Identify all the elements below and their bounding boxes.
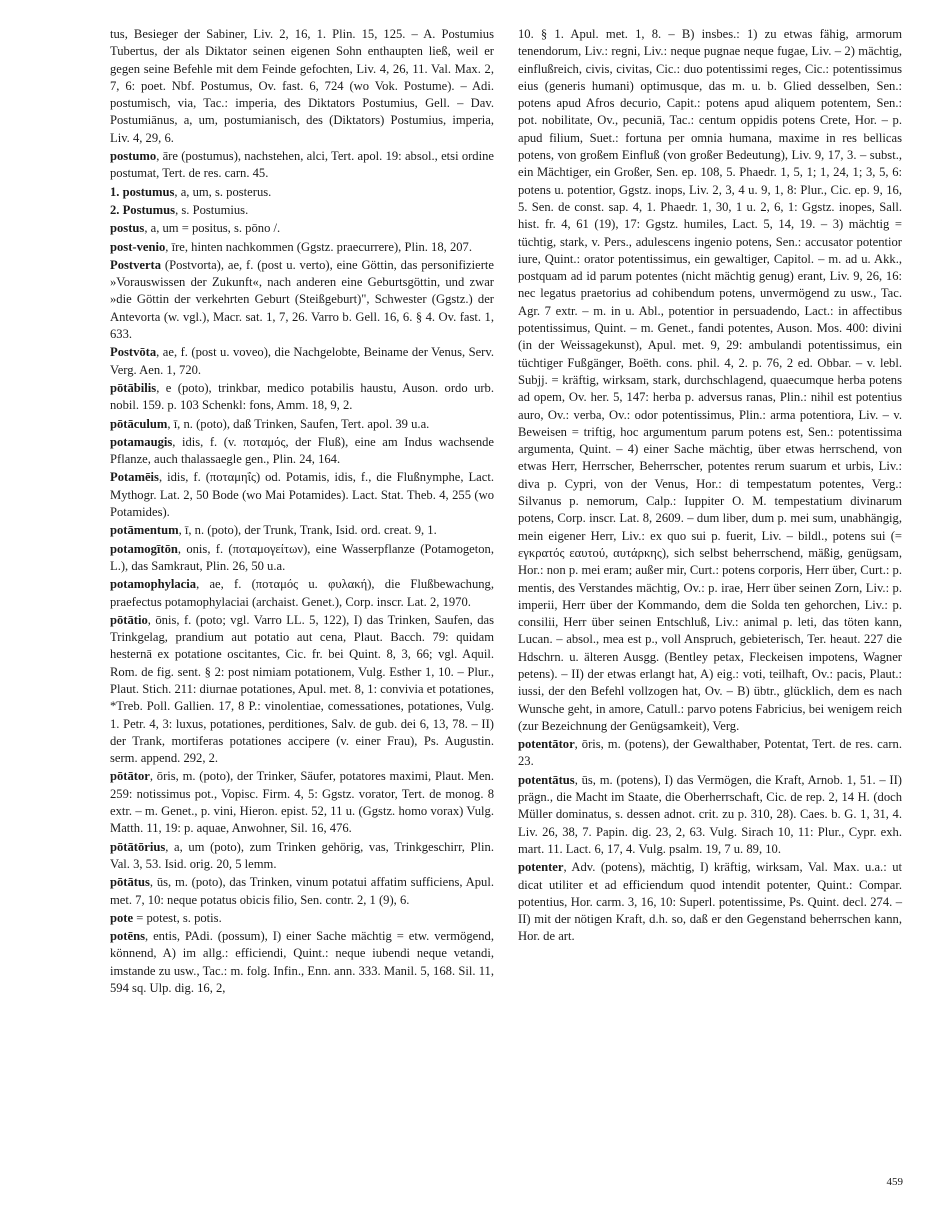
entry-text: , ūs, m. (poto), das Trinken, vinum potatui affatim sufficiens, Apul. met. 7, 10: neque potatus obicis filio, Sen. contr. 2, 1 (9), 6.	[110, 875, 494, 907]
headword: post-venio	[110, 239, 166, 254]
dictionary-entry	[110, 202, 494, 219]
dictionary-entry	[110, 148, 494, 183]
dictionary-entry	[518, 736, 902, 771]
dictionary-entry	[110, 541, 494, 576]
headword: potenter	[518, 860, 564, 875]
headword: pōtātus	[110, 875, 150, 890]
headword: 2. Postumus	[110, 202, 176, 217]
headword: Postvōta	[110, 345, 157, 360]
entry-text: = potest, s. potis.	[133, 910, 222, 925]
entry-text: , onis, f. (ποταμογείτων), eine Wasserpflanze (Potamogeton, L.), das Samkraut, Plin. 26, 50 u.a.	[110, 541, 494, 573]
entry-text: , ūs, m. (potens), I) das Vermögen, die Kraft, Arnob. 1, 51. – II) prägn., die Macht im Staate, die Oberherrschaft, Cic. de rep. 2, 14 H. (doch Müller dominatus, s. dessen adnot. crit. zu p. 310, 28). Caes. b. G. 1, 31, 4. Liv. 26, 38, 7. Papin. dig. 23, 2, 63. Vulg. Sirach 10, 11: Plur., Cypr. exh. mart. 11. Lact. 6, 17, 4. Vulg. psalm. 19, 7 u. 89, 10.	[518, 772, 902, 856]
entry-text: , ae, f. (ποταμός u. φυλακή), die Flußbewachung, praefectus potamophylaciai (archaist. Genet.), Corp. inscr. Lat. 2, 1970.	[110, 577, 494, 609]
entry-text: , a, um (poto), zum Trinken gehörig, vas, Trinkgeschirr, Plin. Val. 3, 53. Isid. orig. 20, 5 lemm.	[110, 839, 494, 871]
headword: Potamēis	[110, 470, 159, 485]
entry-text: , ōnis, f. (poto; vgl. Varro LL. 5, 122), I) das Trinken, Saufen, das Trinkgelag, prandium aut potatio aut cena, Plaut. Bacch. 79: quidam hesternā ex potatione oscitantes, Cic. fr. bei Quint. 8, 3, 66; vgl. Aquil. Rom. de fig. sent. § 2: post nimiam potationem, Vulg. Esther 1, 10. – Plur., Plaut. Stich. 211: diurnae potationes, Apul. met. 8, 1: convivia et potationes, *Treb. Poll. Gallien. 17, 8 P.: vinolentiae, comessationes, potationes, Vulg. 1. Petr. 4, 3: luxus, potationes, perditiones, Salv. de gub. dei 6, 13, 78. – II) der Trank, mortiferas potationes accipere (v. einer Frau), Ps. Augustin. serm. append. 292, 2.	[110, 612, 494, 766]
entry-text: , ōris, m. (poto), der Trinker, Säufer, potatores maximi, Plaut. Men. 259: notissimus pot., Vopisc. Firm. 4, 5: Ggstz. vorator, Tert. de monog. 8 extr. – m. Genet., p. vini, Hieron. epist. 52, 11 u. (Ggstz. homo vorax) Vulg. Matth. 11, 19: p. aquae, Anwohner, Sil. 16, 476.	[110, 769, 494, 836]
entry-text: , idis, f. (v. ποταμός, der Fluß), eine am Indus wachsende Pflanze, auch thalassaegle gen., Plin. 24, 164.	[110, 434, 494, 467]
headword: postus	[110, 221, 145, 236]
dictionary-entry	[110, 768, 494, 837]
right-column	[518, 26, 902, 947]
headword: potamogītōn	[110, 541, 178, 556]
page-number: 459	[886, 1176, 903, 1188]
dictionary-entry	[110, 380, 494, 415]
dictionary-entry	[110, 239, 494, 256]
entry-text: , ī, n. (poto), daß Trinken, Saufen, Tert. apol. 39 u.a.	[167, 416, 430, 431]
dictionary-entry	[110, 416, 494, 433]
entry-text: , entis, PAdi. (possum), I) einer Sache mächtig = etw. vermögend, könnend, A) im allg.: efficiendi, Quint.: neque iubendi neque vetandi, imstande zu usw., Tac.: m. folg. Infin., Enn. ann. 333. Manil. 5, 168. Sil. 11, 594 sq. Ulp. dig. 16, 2,	[110, 929, 494, 996]
entry-text: tus, Besieger der Sabiner, Liv. 2, 16, 1. Plin. 15, 125. – A. Postumius Tubertus, der als Diktator seinen eigenen Sohn enthaupten ließ, weil er gegen seine Befehle mit dem Feinde gefochten, Liv. 4, 26, 11. Val. Max. 2, 7, 6: poet. Nbf. Postumus, Ov. fast. 6, 724 (wo Vok. Postume). – Adi. postumisch, via, Tac.: imperia, des Diktators Postumius, Gell. – Dav. Postumiānus, a, um, postumianisch, des (Diktators) Postumius, imperia, Liv. 4, 29, 6.	[110, 27, 494, 145]
entry-text: , ōris, m. (potens), der Gewalthaber, Potentat, Tert. de res. carn. 23.	[518, 737, 902, 769]
headword: pōtātor	[110, 769, 150, 784]
entry-text: , s. Postumius.	[175, 202, 249, 217]
dictionary-entry	[110, 874, 494, 909]
headword: potēns	[110, 929, 145, 944]
entry-text: , idis, f. (ποταμηΐς) od. Potamis, idis, f., die Flußnymphe, Lact. Mythogr. Lat. 2, 50 Bode (wo Mai Potamides). Lact. Stat. Theb. 4, 255 (wo Potamides).	[110, 470, 494, 520]
dictionary-entry	[110, 26, 494, 147]
headword: Postverta	[110, 257, 162, 272]
left-column	[110, 26, 494, 998]
dictionary-entry	[518, 859, 902, 945]
entry-text: , a, um, s. posterus.	[174, 184, 272, 199]
entry-text: 10. § 1. Apul. met. 1, 8. – B) insbes.: 1) zu etwas fähig, armorum tenendorum, Liv.: regni, Liv.: neque pugnae neque fugae, Liv. – 2) mächtig, einflußreich, civis, civitas, Cic.: duo potentissimi reges, Cic.: potentissimus eius (generis humani) optimusque, das m. u. b. Glied desselben, Sen.: potens apud Afros decurio, Capit.: potens apud aliquem potentem, Sen.: pot. nobilitate, Ov., pecuniā, Tac.: centum oppidis potens Crete, Hor. – p. apud filium, Suet.: fortuna per omnia humana, maxime in res bellicas potens, von großem Einfluß (von großer Bedeutung), Liv. 9, 17, 3. – subst., ein Mächtiger, ein Großer, Sen. ep. 108, 5. Phaedr. 1, 5, 1; 1, 24, 1; 3, 5, 6: potens u. potentior, Ggstz. inops, Liv. 2, 3, 4 u. 9, 1, 8: Plur., Cic. ep. 9, 16, 5. Sen. de const. sap. 4, 1. Phaedr. 1, 30, 1 u. 2, 6, 1: Ggstz. inopes, Sall. hist. fr. 4, 61 (19), 17: Ggstz. humiles, Lact. 5, 14, 19. – 3) mächtig = tüchtig, stark, v. Pers., adulescens ingenio potens, Sen.: accusator potentior iure, Quint.: orator potentissimus, ein gewaltiger, Capitol. – m. ad u. Akk., postquam ad id parum potentes (nicht mächtig genug) erant, Liv. 9, 26, 16: nec legatus praetorius ad cohibendum potens, unvermögend zu usw., Tac. Agr. 7 extr. – m. in u. Abl., potentior in persuadendo, Lact.: in affectibus potentissimus, Quint. – m. Genet., fandi potentes, Auson. Mos. 400: divini (in der Weissagekunst), Apul. met. 9, 29: ambulandi potentissimus, ein tüchtiger Fußgänger, Boëth. cons. phil. 4, 2. p. 76, 2 ed. Obbar. – v. lebl. Subjj. = kräftig, wirksam, stark, durchschlagend, quaecumque herba potens ad opem, Ov. her. 5, 147: herba p. adversus ranas, Plin.: nihil est potentius auro, Ov.: verba, Ov.: odor potentissimus, Plin.: arma potentiora, Liv. – v. Beweisen = triftig, hoc argumentum parum potens est, Sen.: potentissima argumenta, Quint. – 4) einer Sache mächtig, über etwas herrschend, von etwas Herr, Herrscher, Beherrscher, potentes rerum suarum et urbis, Liv.: diva p. Cypri, von der Venus, Hor.: di tempestatum potentes, Verg.: Silvanus p. nemorum, Calp.: Iuppiter O. M. tempestatium divinarum potens, Corp. inscr. Lat. 8, 2609. – dum liber, dum p. mei sum, unabhängig, mein eigener Herr, Liv.: ex quo sui p. fuerit, Liv. – bildl., potens sui (= εγκρατός εαυτού, αυτάρκης), sich selbst beherrschend, mäßig, genügsam, Hor.: non p. mei eram; außer mir, Curt.: potens corporis, Herr über, Curt.: p. mentis, des Verstandes mächtig, Ov.: p. irae, Herr über seinen Zorn, Liv.: p. imperii, Herr über der Kommando, dem die Solda ten gehorchen, Liv.: p. consilii, Herr über seinen Entschluß, Liv.: animal p. leti, das töten kann, Lucan. – absol., mea est p., voll Anspruch, gebieterisch, Ter. heaut. 227 die Hdschrn. u. älteren Ausgg. (Bentley petax, Fleckeisen impotens, Wagner petens). – II) der etwas erlangt hat, A) eig.: voti, teilhaft, Ov.: pacis, Plaut.: iussi, der den Befehl vollzogen hat, Ov. – B) übtr., glücklich, dem es nach Wunsche geht, in amore, Catull.: parvo potens Fabricius, bei wenigem reich (zur Bezeichnung der Genügsamkeit), Verg.	[518, 27, 902, 733]
dictionary-entry	[110, 522, 494, 539]
dictionary-entry	[518, 26, 902, 735]
dictionary-entry	[110, 612, 494, 768]
headword: potentātus	[518, 772, 575, 787]
dictionary-entry	[110, 576, 494, 611]
headword: potamaugis	[110, 434, 173, 449]
entry-text: , īre, hinten nachkommen (Ggstz. praecurrere), Plin. 18, 207.	[165, 239, 472, 254]
dictionary-entry	[110, 344, 494, 379]
dictionary-entry	[110, 434, 494, 469]
dictionary-entry	[110, 928, 494, 997]
entry-text: , ī, n. (poto), der Trunk, Trank, Isid. ord. creat. 9, 1.	[178, 523, 437, 538]
headword: pōtābilis	[110, 380, 157, 395]
headword: pōtāculum	[110, 416, 168, 431]
dictionary-entry	[110, 469, 494, 521]
headword: pote	[110, 910, 134, 925]
dictionary-entry	[110, 184, 494, 201]
headword: pōtātio	[110, 612, 148, 627]
entry-text: (Postvorta), ae, f. (post u. verto), eine Göttin, das personifizierte »Vorauswissen der Zukunft«, nach anderen eine Geburtsgöttin, und zwar »die Göttin der verkehrten Geburt (Steißgeburt)", Schwester (Ggstz.) der Antevorta (w. vgl.), Macr. sat. 1, 7, 26. Varro b. Gell. 16, 6. § 4. Ov. fast. 1, 633.	[110, 257, 494, 342]
headword: potamophylacia	[110, 577, 197, 592]
dictionary-entry	[518, 772, 902, 858]
entry-text: , e (poto), trinkbar, medico potabilis haustu, Auson. ordo urb. nobil. 159. p. 103 Schenkl: fons, Amm. 18, 9, 2.	[110, 380, 494, 413]
dictionary-entry	[110, 910, 494, 927]
headword: postumo	[110, 149, 157, 164]
headword: potentātor	[518, 737, 575, 752]
entry-text: , a, um = positus, s. pōno /.	[144, 221, 281, 236]
dictionary-entry	[110, 220, 494, 237]
entry-text: , Adv. (potens), mächtig, I) kräftig, wirksam, Val. Max. u.a.: ut dicat utiliter et ad efficiendum quod intendit potenter, Quint.: Compar. potentius, Hor. carm. 3, 16, 10: Superl. potentissime, Ps. Quint. decl. 274. – II) mit der nötigen Kraft, d.h. so, daß er den Gegenstand beherrschen kann, Hor. de art.	[518, 860, 902, 944]
entry-text: , ae, f. (post u. voveo), die Nachgelobte, Beiname der Venus, Serv. Verg. Aen. 1, 720.	[110, 345, 494, 377]
entry-text: , āre (postumus), nachstehen, alci, Tert. apol. 19: absol., etsi ordine postumat, Tert. de res. carn. 45.	[110, 149, 494, 181]
dictionary-entry	[110, 839, 494, 874]
dictionary-entry	[110, 257, 494, 343]
headword: pōtātōrius	[110, 839, 166, 854]
headword: potāmentum	[110, 523, 179, 538]
headword: 1. postumus	[110, 184, 175, 199]
